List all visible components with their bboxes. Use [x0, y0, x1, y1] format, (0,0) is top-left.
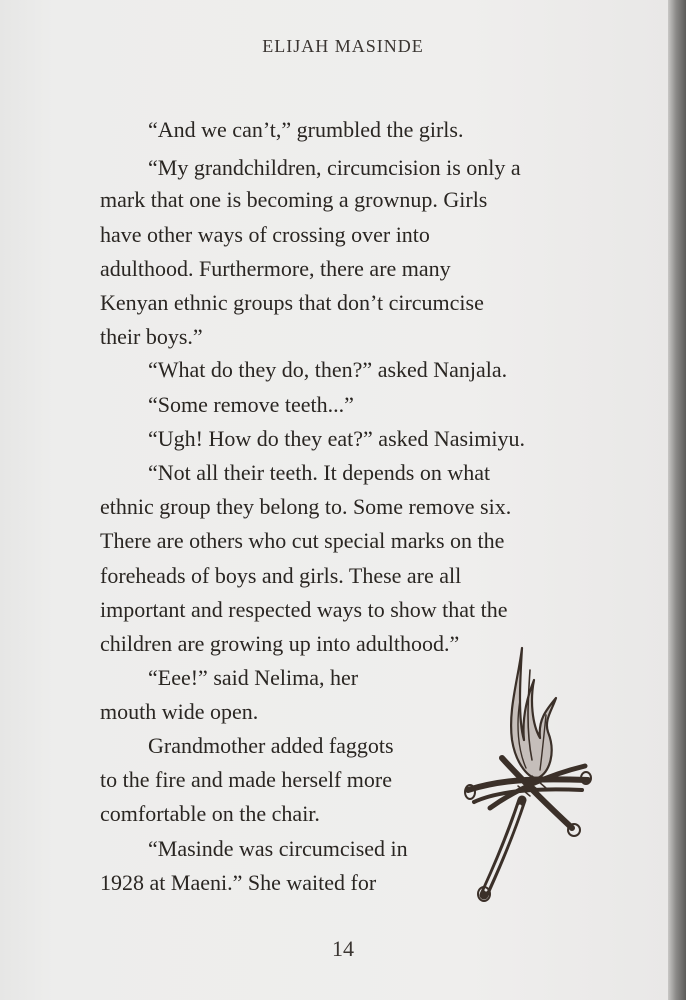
text-line: “My grandchildren, circumcision is only a	[148, 155, 521, 180]
text-line: foreheads of boys and girls. These are all	[100, 563, 462, 588]
text-line: “And we can’t,” grumbled the girls.	[148, 117, 464, 142]
text-line: adulthood. Furthermore, there are many	[100, 256, 451, 281]
text-line: important and respected ways to show that the	[100, 597, 508, 622]
text-line: “Masinde was circumcised in	[148, 836, 408, 861]
text-line: their boys.”	[100, 324, 203, 349]
text-line: “What do they do, then?” asked Nanjala.	[148, 357, 508, 382]
running-head: ELIJAH MASINDE	[262, 36, 424, 56]
text-line: “Eee!” said Nelima, her	[148, 665, 359, 690]
text-line: children are growing up into adulthood.”	[100, 631, 460, 656]
text-line: 1928 at Maeni.” She waited for	[100, 870, 377, 895]
page-number: 14	[332, 936, 354, 961]
text-line: Kenyan ethnic groups that don’t circumcise	[100, 290, 484, 315]
text-line: “Not all their teeth. It depends on what	[148, 460, 491, 485]
text-line: Grandmother added faggots	[148, 733, 394, 758]
text-line: have other ways of crossing over into	[100, 222, 430, 247]
text-line: “Some remove teeth...”	[148, 392, 354, 417]
text-line: to the fire and made herself more	[100, 767, 392, 792]
text-line: comfortable on the chair.	[100, 801, 320, 826]
page-spine-shadow	[668, 0, 686, 1000]
text-line: mouth wide open.	[100, 699, 259, 724]
text-line: mark that one is becoming a grownup. Girls	[100, 187, 488, 212]
text-line: There are others who cut special marks on the	[100, 528, 505, 553]
text-line: “Ugh! How do they eat?” asked Nasimiyu.	[148, 426, 525, 451]
text-line: ethnic group they belong to. Some remove six.	[100, 494, 512, 519]
campfire-icon	[460, 640, 595, 905]
